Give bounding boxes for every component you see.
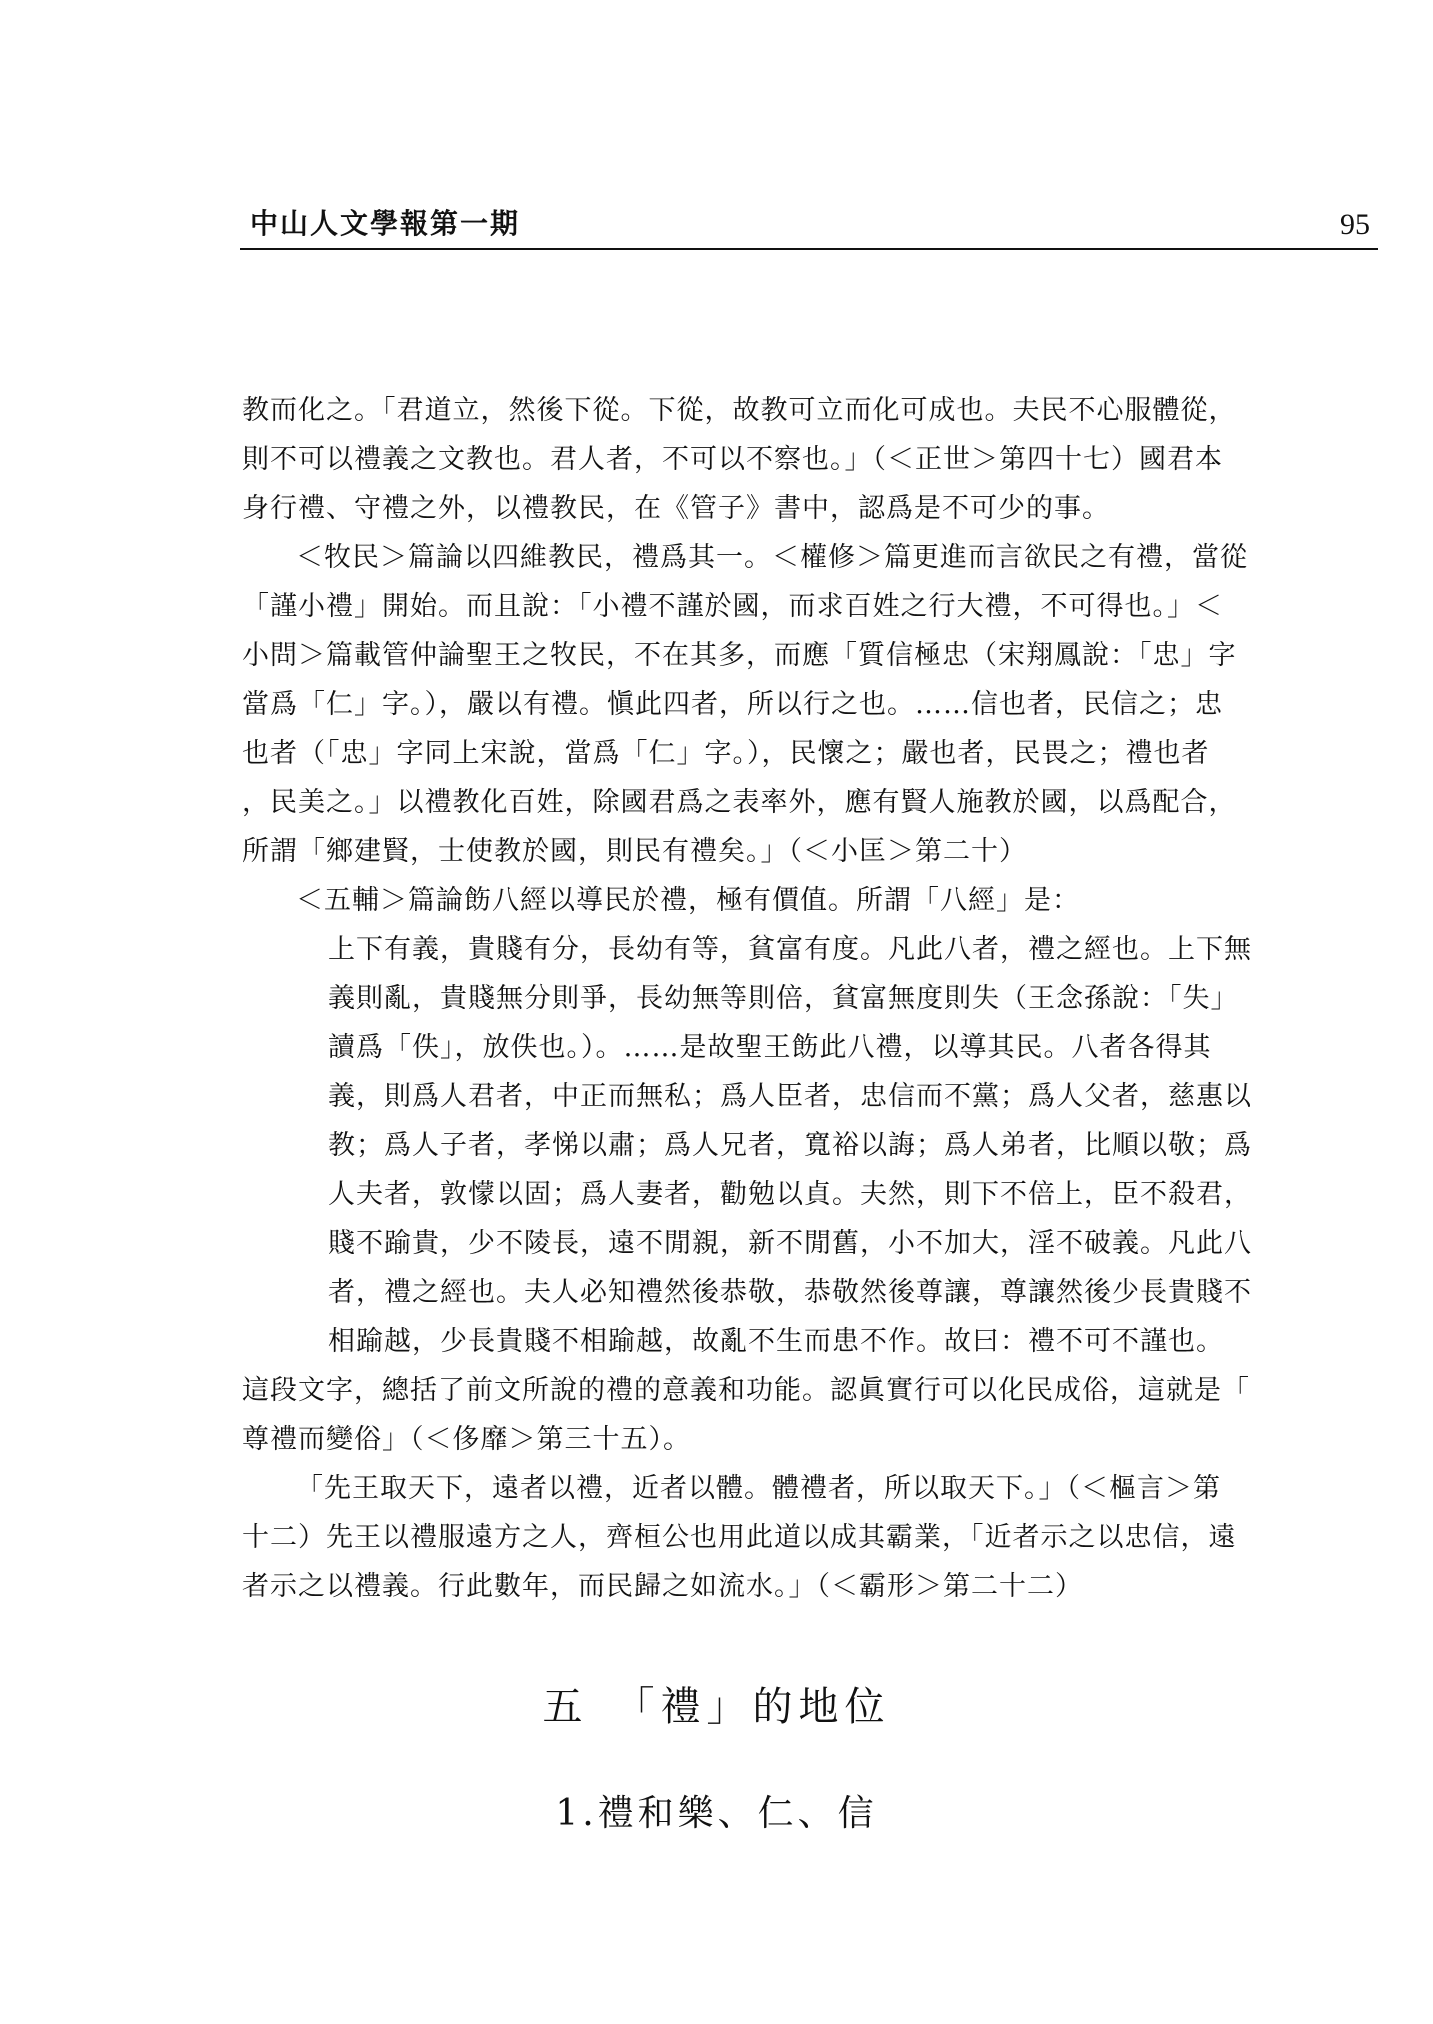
section-title: 五 「禮」的地位 [542,1684,891,1730]
text-line: 教而化之。「君道立，然後下從。下從，故教可立而化可成也。夫民不心服體從， [242,395,1237,426]
text-line: 相踰越，少長貴賤不相踰越，故亂不生而患不作。故曰：禮不可不謹也。 [328,1326,1224,1357]
paragraph [242,1366,1297,1464]
text-line: 義則亂，貴賤無分則爭，長幼無等則倍，貧富無度則失（王念孫說：「失」 [328,983,1239,1014]
text-line: 讀爲「佚」，放佚也。）。……是故聖王飭此八禮，以導其民。八者各得其 [328,1032,1212,1063]
text-line: 人夫者，敦懞以固；爲人妻者，勸勉以貞。夫然，則下不倍上，臣不殺君， [328,1179,1252,1210]
text-line: 十二）先王以禮服遠方之人，齊桓公也用此道以成其霸業，「近者示之以忠信，遠 [242,1522,1237,1553]
text-line: ，民美之。」以禮教化百姓，除國君爲之表率外，應有賢人施教於國，以爲配合， [242,787,1237,818]
text-line: 賤不踰貴，少不陵長，遠不閒親，新不閒舊，小不加大，淫不破義。凡此八 [328,1228,1252,1259]
section-subtitle: 1.禮和樂、仁、信 [555,1793,878,1834]
text-line: 者，禮之經也。夫人必知禮然後恭敬，恭敬然後尊讓，尊讓然後少長貴賤不 [328,1277,1252,1308]
text-line: 所謂「鄉建賢，士使教於國，則民有禮矣。」（＜小匡＞第二十） [242,836,1027,867]
journal-title: 中山人文學報第一期 [250,207,521,240]
text-line: 教；爲人子者，孝悌以肅；爲人兄者，寬裕以誨；爲人弟者，比順以敬；爲 [328,1130,1252,1161]
text-line: 義，則爲人君者，中正而無私；爲人臣者，忠信而不黨；爲人父者，慈惠以 [328,1081,1252,1112]
block-quote [242,925,1297,1366]
paragraph [242,533,1297,876]
text-line: 尊禮而變俗」（＜侈靡＞第三十五）。 [242,1424,691,1455]
text-line: 上下有義，貴賤有分，長幼有等，貧富有度。凡此八者，禮之經也。上下無 [328,934,1252,965]
running-header [240,204,1378,250]
text-line: 這段文字，總括了前文所說的禮的意義和功能。認眞實行可以化民成俗，這就是「 [242,1375,1250,1406]
text-line: ＜五輔＞篇論飭八經以導民於禮，極有價值。所謂「八經」是： [296,885,1080,916]
text-line: 者示之以禮義。行此數年，而民歸之如流水。」（＜霸形＞第二十二） [242,1571,1083,1602]
text-line: 則不可以禮義之文教也。君人者，不可以不察也。」（＜正世＞第四十七）國君本 [242,444,1223,475]
text-line: 小問＞篇載管仲論聖王之牧民，不在其多，而應「質信極忠（宋翔鳳說：「忠」字 [242,640,1237,671]
text-line: 「先王取天下，遠者以禮，近者以體。體禮者，所以取天下。」（＜樞言＞第 [296,1473,1221,1504]
text-line: 當爲「仁」字。），嚴以有禮。愼此四者，所以行之也。……信也者，民信之；忠 [242,689,1223,720]
text-line: 「謹小禮」開始。而且說：「小禮不謹於國，而求百姓之行大禮，不可得也。」＜ [242,591,1223,622]
text-line: ＜牧民＞篇論以四維教民，禮爲其一。＜權修＞篇更進而言欲民之有禮，當從 [296,542,1248,573]
text-line: 也者（「忠」字同上宋說，當爲「仁」字。），民懷之；嚴也者，民畏之；禮也者 [242,738,1210,769]
text-line: 身行禮、守禮之外，以禮教民，在《管子》書中，認爲是不可少的事。 [242,493,1110,524]
page-number: 95 [1340,208,1370,241]
paragraph [242,876,1297,925]
paragraph [242,1464,1297,1611]
paragraph [242,386,1297,533]
body-text [242,386,1297,1611]
